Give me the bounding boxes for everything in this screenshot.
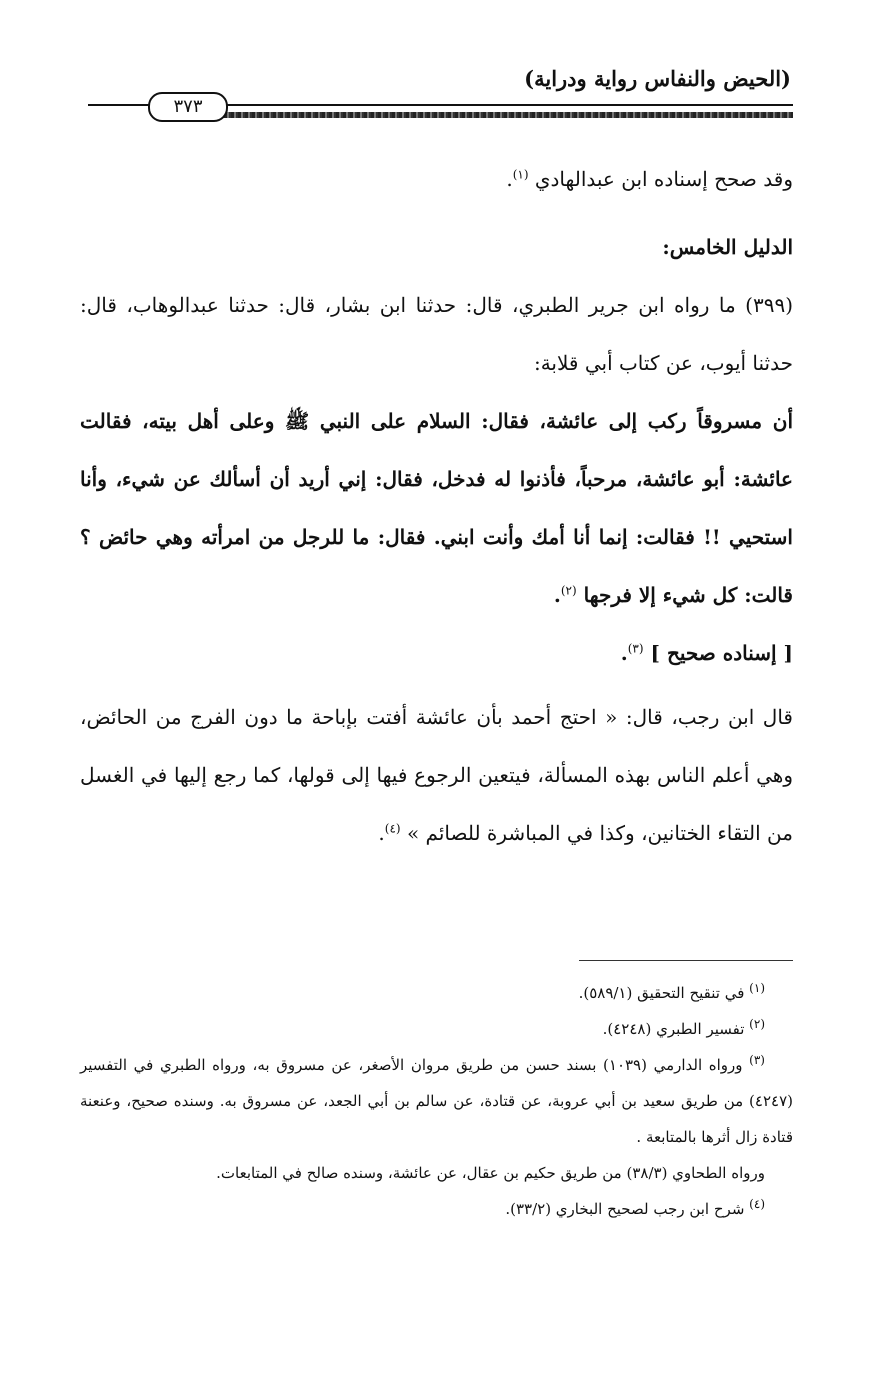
footnote-3: $^{(٣)}$ ورواه الدارمي (١٠٣٩) بسند حسن من طريق مروان الأصغر، عن مسروق به، ورواه الطبري في التفسير (٤٢٤٧) من طريق سعيد بن أبي عروبة، عن قتادة، عن سالم بن أبي الجعد، عن مسروق به. وسنده صحيح، وعنعنة قتادة زال أثرها بالمتابعة .: [80, 1053, 793, 1146]
body-text: [80, 150, 793, 862]
footnote-ref-1: (١): [512, 167, 529, 182]
header-rule-top: [210, 104, 793, 106]
paragraph-isnad-note: وقد صحح إسناده ابن عبدالهادي $^{(١)}$.: [506, 167, 793, 191]
section-heading: الدليل الخامس:: [662, 235, 793, 259]
header-rule: [210, 112, 793, 118]
running-title: (الحيض والنفاس رواية ودراية): [524, 66, 791, 91]
footnotes: [80, 975, 793, 1227]
footnote-ref-4: (٤): [384, 821, 401, 836]
footnote-1: $^{(١)}$ في تنقيح التحقيق (٥٨٩/١).: [578, 981, 765, 1002]
footnote-ref-2: (٢): [560, 583, 577, 598]
paragraph-grading: [ إسناده صحيح ] $^{(٣)}$.: [620, 641, 793, 665]
footnote-4: $^{(٤)}$ شرح ابن رجب لصحيح البخاري (٣٣/٢).: [505, 1197, 765, 1218]
page-number: ٣٧٣: [148, 92, 228, 122]
paragraph-ibn-rajab: قال ابن رجب، قال: « احتج أحمد بأن عائشة أفتت بإباحة ما دون الفرج من الحائض، وهي أعلم الناس بهذه المسألة، فيتعين الرجوع فيها إلى قولها، كما رجع إليها في الغسل من التقاء الختانين، وكذا في المباشرة للصائم » $^{(٤)}$.: [80, 705, 793, 845]
paragraph-hadith-text: أن مسروقاً ركب إلى عائشة، فقال: السلام على النبي ﷺ وعلى أهل بيته، فقالت عائشة: أبو عائشة، مرحباً، فأذنوا له فدخل، فقال: إني أريد أن أسألك عن شيء، وأنا استحيي !! فقالت: إنما أنا أمك وأنت ابني. فقال: ما للرجل من امرأته وهي حائض ؟ قالت: كل شيء إلا فرجها $^{(٢)}$.: [80, 409, 793, 607]
footnote-ref-3: (٣): [627, 641, 644, 656]
header-rule-left: [88, 104, 150, 106]
footnote-3-continued: ورواه الطحاوي (٣٨/٣) من طريق حكيم بن عقال، عن عائشة، وسنده صالح في المتابعات.: [216, 1164, 765, 1182]
footnote-separator: [579, 960, 793, 961]
footnote-2: $^{(٢)}$ تفسير الطبري (٤٢٤٨).: [602, 1017, 765, 1038]
paragraph-hadith-chain: (٣٩٩) ما رواه ابن جرير الطبري، قال: حدثنا ابن بشار، قال: حدثنا عبدالوهاب، قال: حدثنا أيوب، عن كتاب أبي قلابة:: [80, 293, 793, 375]
